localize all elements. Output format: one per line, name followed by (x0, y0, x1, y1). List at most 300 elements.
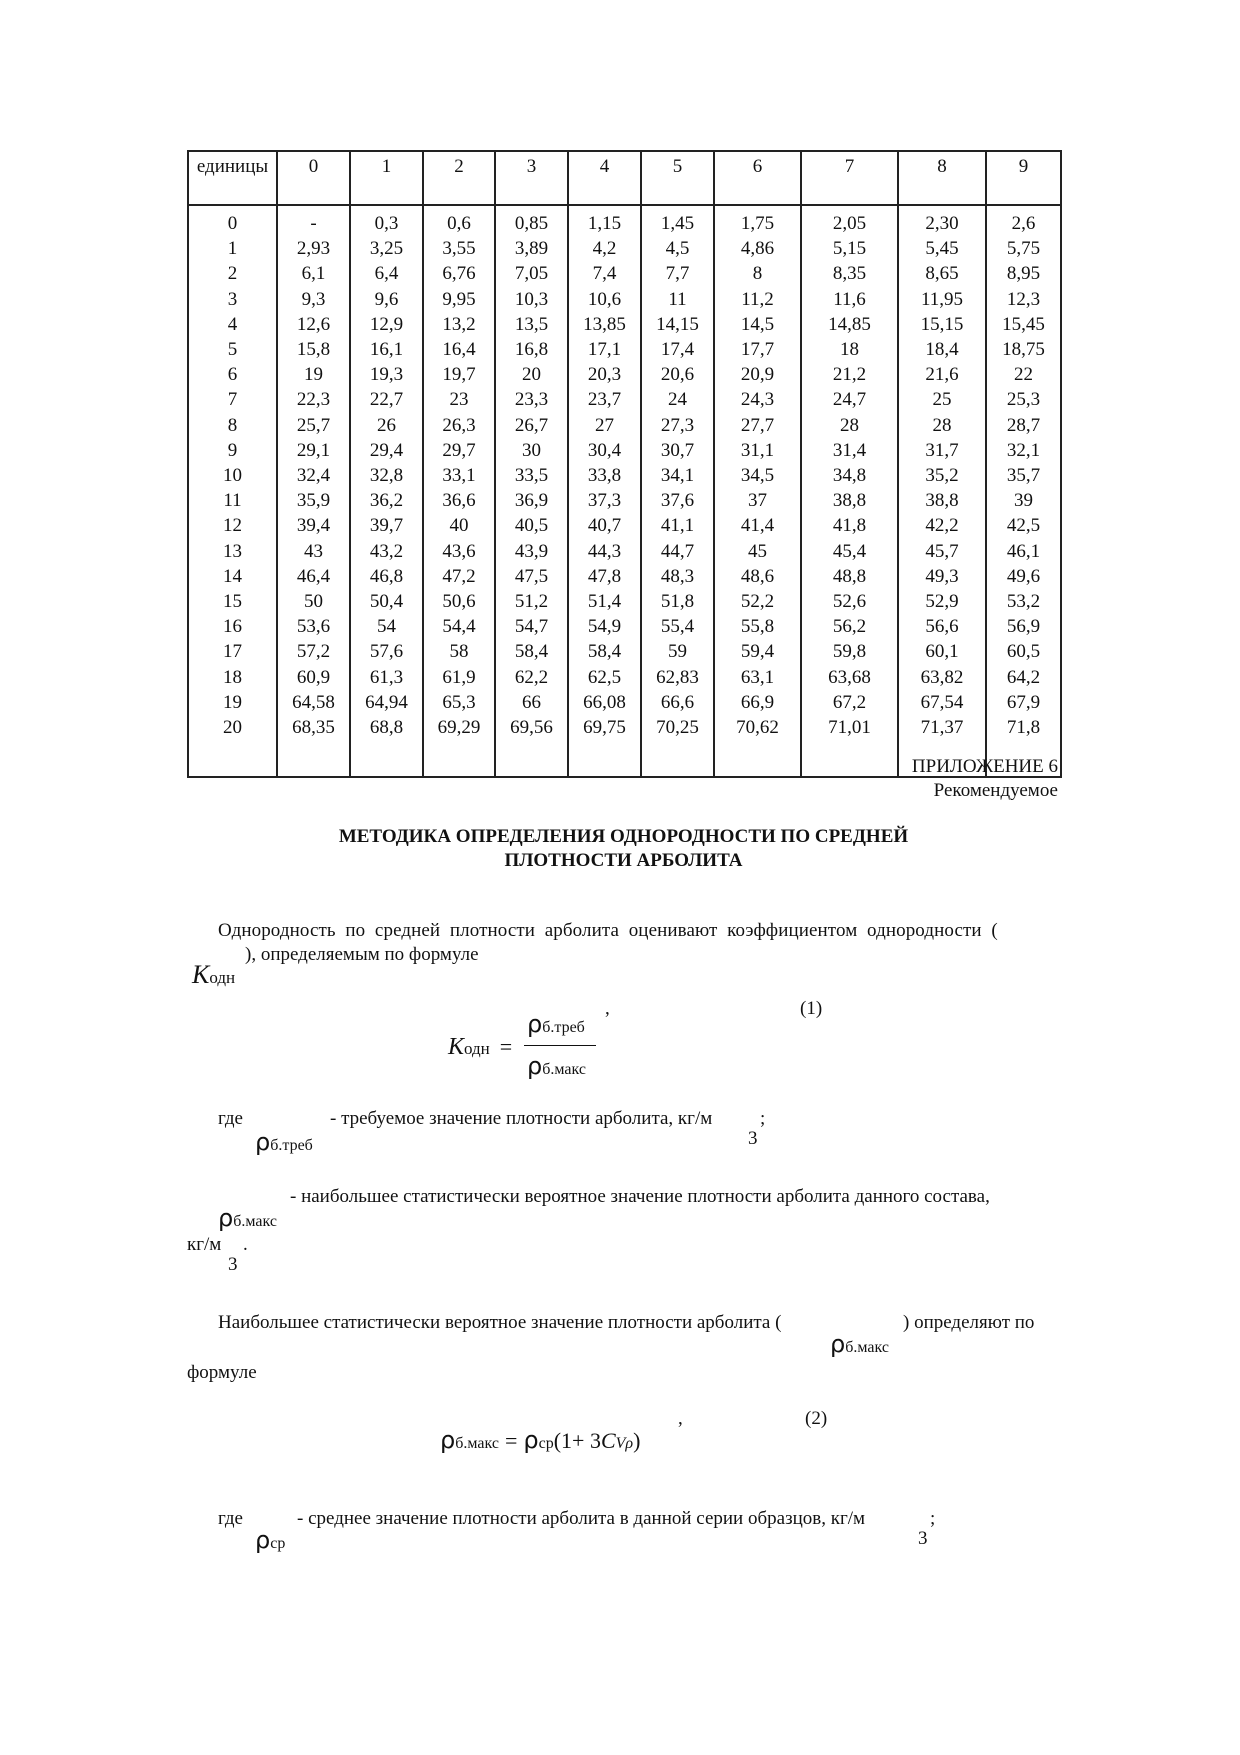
table-cell: 35,9 (277, 487, 350, 512)
table-cell: 30 (495, 437, 568, 462)
table-cell: 6,1 (277, 260, 350, 285)
table-cell: 44,7 (641, 538, 714, 563)
table-cell: 26 (350, 412, 423, 437)
table-cell: 59,8 (801, 638, 898, 663)
table-cell: 52,2 (714, 588, 801, 613)
table-cell: 59,4 (714, 638, 801, 663)
table-cell: 70,62 (714, 714, 801, 777)
table-cell: 66 (495, 689, 568, 714)
table-cell: 45 (714, 538, 801, 563)
table-cell: 69,56 (495, 714, 568, 777)
table-cell: 8,95 (986, 260, 1061, 285)
paragraph-1-line-1: Однородность по средней плотности арболита оценивают коэффициентом однородности ( (218, 920, 998, 941)
table-cell: 36,9 (495, 487, 568, 512)
table-cell: 2,30 (898, 205, 986, 235)
table-cell: 63,82 (898, 664, 986, 689)
table-cell: 7,7 (641, 260, 714, 285)
row-label: 20 (188, 714, 277, 777)
row-label: 2 (188, 260, 277, 285)
table-cell: 5,75 (986, 235, 1061, 260)
table-cell: 60,9 (277, 664, 350, 689)
table-cell: 41,8 (801, 512, 898, 537)
table-cell: 12,6 (277, 311, 350, 336)
appendix-status: Рекомендуемое (933, 780, 1058, 801)
table-cell: 71,37 (898, 714, 986, 777)
table-cell: 39,7 (350, 512, 423, 537)
table-cell: 61,3 (350, 664, 423, 689)
column-header: 9 (986, 151, 1061, 205)
table-cell: 1,75 (714, 205, 801, 235)
table-cell: 56,6 (898, 613, 986, 638)
table-row (188, 437, 1061, 462)
table-cell: 23 (423, 386, 495, 411)
def-3-exponent: 3 (918, 1528, 928, 1549)
def-3-where: где (218, 1508, 243, 1529)
row-label: 1 (188, 235, 277, 260)
table-cell: 31,7 (898, 437, 986, 462)
density-table (187, 150, 1062, 778)
table-cell: 35,7 (986, 462, 1061, 487)
table-cell: 37 (714, 487, 801, 512)
table-cell: 57,2 (277, 638, 350, 663)
table-cell: 67,9 (986, 689, 1061, 714)
table-cell: 9,6 (350, 286, 423, 311)
paragraph-2-line-2: формуле (187, 1362, 257, 1383)
table-cell: 11 (641, 286, 714, 311)
table-cell: 66,6 (641, 689, 714, 714)
row-label: 15 (188, 588, 277, 613)
table-row (188, 260, 1061, 285)
row-label: 11 (188, 487, 277, 512)
table-cell: 51,4 (568, 588, 641, 613)
table-cell: 43,9 (495, 538, 568, 563)
table-cell: 64,58 (277, 689, 350, 714)
table-row (188, 538, 1061, 563)
table-cell: 16,4 (423, 336, 495, 361)
table-cell: 18 (801, 336, 898, 361)
table-cell: 43,2 (350, 538, 423, 563)
table-cell: 34,5 (714, 462, 801, 487)
table-cell: 5,45 (898, 235, 986, 260)
table-cell: 20,6 (641, 361, 714, 386)
table-cell: 13,85 (568, 311, 641, 336)
table-cell: 48,6 (714, 563, 801, 588)
table-cell: 52,6 (801, 588, 898, 613)
table-cell: 68,35 (277, 714, 350, 777)
def-3-symbol: ρср (255, 1526, 286, 1554)
table-cell: 17,4 (641, 336, 714, 361)
table-cell: 4,2 (568, 235, 641, 260)
table-cell: 62,5 (568, 664, 641, 689)
table-row (188, 336, 1061, 361)
formula-1-lhs: Kодн = (448, 1034, 513, 1060)
table-cell: 24 (641, 386, 714, 411)
def-3-semicolon: ; (930, 1508, 936, 1529)
def-2-symbol: ρб.макс (218, 1204, 277, 1232)
table-cell: 38,8 (898, 487, 986, 512)
row-label: 14 (188, 563, 277, 588)
table-cell: 24,3 (714, 386, 801, 411)
table-row (188, 512, 1061, 537)
table-row (188, 462, 1061, 487)
table-cell: 58 (423, 638, 495, 663)
table-cell: 36,6 (423, 487, 495, 512)
row-label: 5 (188, 336, 277, 361)
table-cell: 32,8 (350, 462, 423, 487)
table-cell: 1,15 (568, 205, 641, 235)
table-cell: 61,9 (423, 664, 495, 689)
row-label: 4 (188, 311, 277, 336)
def-1-symbol: ρб.треб (255, 1128, 313, 1156)
table-cell: 70,25 (641, 714, 714, 777)
column-header: 7 (801, 151, 898, 205)
table-cell: 43 (277, 538, 350, 563)
table-row (188, 613, 1061, 638)
table-cell: 54,4 (423, 613, 495, 638)
table-cell: 8 (714, 260, 801, 285)
def-2-exponent: 3 (228, 1254, 238, 1275)
formula-1-number: (1) (800, 998, 823, 1019)
table-cell: 28,7 (986, 412, 1061, 437)
table-cell: 27,7 (714, 412, 801, 437)
formula-1-numerator: ρб.треб (527, 1010, 585, 1038)
table-cell: 54 (350, 613, 423, 638)
row-label: 0 (188, 205, 277, 235)
column-header: 6 (714, 151, 801, 205)
table-cell: 37,6 (641, 487, 714, 512)
table-cell: 4,5 (641, 235, 714, 260)
row-label: 18 (188, 664, 277, 689)
table-cell: 7,05 (495, 260, 568, 285)
table-row (188, 386, 1061, 411)
table-cell: 54,7 (495, 613, 568, 638)
table-cell: 49,6 (986, 563, 1061, 588)
table-cell: 57,6 (350, 638, 423, 663)
table-cell: 59 (641, 638, 714, 663)
table-cell: 25,3 (986, 386, 1061, 411)
table-cell: 16,8 (495, 336, 568, 361)
table-cell: 19,3 (350, 361, 423, 386)
table-cell: 52,9 (898, 588, 986, 613)
def-2-period: . (243, 1234, 248, 1255)
table-cell: 66,9 (714, 689, 801, 714)
paragraph-2-line-1b: ) определяют по (903, 1312, 1035, 1333)
table-cell: 2,6 (986, 205, 1061, 235)
table-cell: 29,4 (350, 437, 423, 462)
paragraph-1-line-2: ), определяемым по формуле (245, 944, 479, 965)
table-cell: 6,4 (350, 260, 423, 285)
def-1-exponent: 3 (748, 1128, 758, 1149)
appendix-label: ПРИЛОЖЕНИЕ 6 (911, 756, 1058, 777)
table-cell: 22,7 (350, 386, 423, 411)
formula-1-comma: , (605, 998, 610, 1019)
table-cell: 20,9 (714, 361, 801, 386)
table-cell: 69,29 (423, 714, 495, 777)
row-label: 6 (188, 361, 277, 386)
table-cell: 34,1 (641, 462, 714, 487)
table-cell: 47,5 (495, 563, 568, 588)
table-cell: 36,2 (350, 487, 423, 512)
table-row (188, 205, 1061, 235)
table-cell: 12,3 (986, 286, 1061, 311)
table-cell: 64,2 (986, 664, 1061, 689)
table-cell: 28 (801, 412, 898, 437)
table-row (188, 588, 1061, 613)
def-1-semicolon: ; (760, 1108, 766, 1129)
table-row (188, 235, 1061, 260)
table-cell: 62,2 (495, 664, 568, 689)
table-cell: 43,6 (423, 538, 495, 563)
table-cell: 30,7 (641, 437, 714, 462)
table-cell: 29,1 (277, 437, 350, 462)
table-cell: 50,4 (350, 588, 423, 613)
def-1-where: где (218, 1108, 243, 1129)
table-cell: 41,1 (641, 512, 714, 537)
table-cell: 63,1 (714, 664, 801, 689)
table-cell: 56,2 (801, 613, 898, 638)
table-cell: 41,4 (714, 512, 801, 537)
def-3-text: - среднее значение плотности арболита в данной серии образцов, кг/м (297, 1508, 866, 1529)
table-cell: 50,6 (423, 588, 495, 613)
column-header: 8 (898, 151, 986, 205)
table-cell: 31,1 (714, 437, 801, 462)
table-cell: 8,35 (801, 260, 898, 285)
table-cell: 19,7 (423, 361, 495, 386)
table-cell: 0,3 (350, 205, 423, 235)
table-cell: 47,8 (568, 563, 641, 588)
table-cell: 1,45 (641, 205, 714, 235)
table-cell: 47,2 (423, 563, 495, 588)
table-cell: 4,86 (714, 235, 801, 260)
table-cell: 48,3 (641, 563, 714, 588)
symbol-k-odn: Kодн (192, 960, 236, 989)
row-label: 8 (188, 412, 277, 437)
formula-2-number: (2) (805, 1408, 828, 1429)
def-2-text: - наибольшее статистически вероятное значение плотности арболита данного состава, (290, 1186, 990, 1207)
table-cell: 53,2 (986, 588, 1061, 613)
table-cell: 7,4 (568, 260, 641, 285)
row-label: 9 (188, 437, 277, 462)
table-cell: 69,75 (568, 714, 641, 777)
table-cell: 16,1 (350, 336, 423, 361)
table-cell: 24,7 (801, 386, 898, 411)
column-header: 5 (641, 151, 714, 205)
formula-2-expression: ρб.макс = ρср(1+ 3CVρ) (440, 1426, 641, 1454)
table-row (188, 286, 1061, 311)
paragraph-2-symbol: ρб.макс (830, 1330, 889, 1358)
table-cell: 26,7 (495, 412, 568, 437)
row-label: 19 (188, 689, 277, 714)
table-cell: 22 (986, 361, 1061, 386)
table-cell: 23,7 (568, 386, 641, 411)
table-cell: 27,3 (641, 412, 714, 437)
table-cell: 2,93 (277, 235, 350, 260)
table-cell: 42,2 (898, 512, 986, 537)
column-header: 1 (350, 151, 423, 205)
table-cell: 20 (495, 361, 568, 386)
page-title-line-2: ПЛОТНОСТИ АРБОЛИТА (504, 850, 743, 871)
table-cell: 32,1 (986, 437, 1061, 462)
table-cell: 66,08 (568, 689, 641, 714)
table-cell: 20,3 (568, 361, 641, 386)
table-cell: 55,4 (641, 613, 714, 638)
column-header: 4 (568, 151, 641, 205)
table-cell: 3,89 (495, 235, 568, 260)
table-cell: 15,15 (898, 311, 986, 336)
def-2-unit: кг/м (187, 1234, 222, 1255)
row-label: 12 (188, 512, 277, 537)
column-header: 2 (423, 151, 495, 205)
table-cell: 63,68 (801, 664, 898, 689)
table-cell: 65,3 (423, 689, 495, 714)
table-cell: 48,8 (801, 563, 898, 588)
table-cell: 25 (898, 386, 986, 411)
table-cell: 42,5 (986, 512, 1061, 537)
table-cell: 5,15 (801, 235, 898, 260)
table-cell: 71,01 (801, 714, 898, 777)
table-cell: 28 (898, 412, 986, 437)
paragraph-2-line-1a: Наибольшее статистически вероятное значение плотности арболита ( (218, 1312, 782, 1333)
table-cell: 35,2 (898, 462, 986, 487)
table-cell: 34,8 (801, 462, 898, 487)
table-cell: 27 (568, 412, 641, 437)
table-cell: 9,3 (277, 286, 350, 311)
table-cell: 26,3 (423, 412, 495, 437)
table-cell: 15,45 (986, 311, 1061, 336)
table-cell: 60,1 (898, 638, 986, 663)
table-cell: 33,5 (495, 462, 568, 487)
table-cell: 40,5 (495, 512, 568, 537)
table-cell: 46,4 (277, 563, 350, 588)
table-cell: 53,6 (277, 613, 350, 638)
row-label: 16 (188, 613, 277, 638)
table-cell: 67,54 (898, 689, 986, 714)
table-row (188, 361, 1061, 386)
table-cell: 46,8 (350, 563, 423, 588)
row-label: 3 (188, 286, 277, 311)
table-cell: 23,3 (495, 386, 568, 411)
table-cell: 45,7 (898, 538, 986, 563)
table-cell: 51,2 (495, 588, 568, 613)
table-cell: 25,7 (277, 412, 350, 437)
table-cell: 44,3 (568, 538, 641, 563)
table-row (188, 689, 1061, 714)
table-cell: 14,85 (801, 311, 898, 336)
page-title-line-1: МЕТОДИКА ОПРЕДЕЛЕНИЯ ОДНОРОДНОСТИ ПО СРЕДНЕЙ (338, 826, 909, 847)
row-label: 13 (188, 538, 277, 563)
corner-header: единицы (188, 151, 277, 205)
table-header-row (188, 151, 1061, 205)
table-cell: 14,15 (641, 311, 714, 336)
table-cell: 29,7 (423, 437, 495, 462)
table-cell: 21,6 (898, 361, 986, 386)
table-cell: 46,1 (986, 538, 1061, 563)
table-cell: 67,2 (801, 689, 898, 714)
table-cell: 11,2 (714, 286, 801, 311)
table-cell: 71,8 (986, 714, 1061, 777)
formula-1-denominator: ρб.макс (527, 1052, 586, 1080)
table-row (188, 638, 1061, 663)
table-cell: 37,3 (568, 487, 641, 512)
table-cell: 33,8 (568, 462, 641, 487)
table-body (188, 205, 1061, 777)
formula-2-comma: , (678, 1408, 683, 1429)
table-cell: 13,2 (423, 311, 495, 336)
table-cell: 18,75 (986, 336, 1061, 361)
table-cell: 2,05 (801, 205, 898, 235)
table-cell: 8,65 (898, 260, 986, 285)
table-cell: 51,8 (641, 588, 714, 613)
table-cell: 10,6 (568, 286, 641, 311)
table-cell: 19 (277, 361, 350, 386)
table-cell: 40 (423, 512, 495, 537)
table-cell: 64,94 (350, 689, 423, 714)
fraction-bar (524, 1045, 596, 1046)
table-cell: 68,8 (350, 714, 423, 777)
table-row (188, 563, 1061, 588)
table-cell: 49,3 (898, 563, 986, 588)
table-cell: 12,9 (350, 311, 423, 336)
table-cell: 40,7 (568, 512, 641, 537)
row-label: 10 (188, 462, 277, 487)
table-cell: 39 (986, 487, 1061, 512)
table-cell: 54,9 (568, 613, 641, 638)
table-cell: 18,4 (898, 336, 986, 361)
table-cell: 15,8 (277, 336, 350, 361)
table-cell: 62,83 (641, 664, 714, 689)
table-cell: 56,9 (986, 613, 1061, 638)
table-cell: 22,3 (277, 386, 350, 411)
table-cell: 33,1 (423, 462, 495, 487)
row-label: 17 (188, 638, 277, 663)
table-cell: 3,25 (350, 235, 423, 260)
table-cell: 10,3 (495, 286, 568, 311)
table-cell: 58,4 (568, 638, 641, 663)
table-cell: 14,5 (714, 311, 801, 336)
table-cell: 11,6 (801, 286, 898, 311)
table-row (188, 664, 1061, 689)
table-cell: 55,8 (714, 613, 801, 638)
table-row (188, 487, 1061, 512)
table-cell: 60,5 (986, 638, 1061, 663)
column-header: 3 (495, 151, 568, 205)
row-label: 7 (188, 386, 277, 411)
table-cell: 0,85 (495, 205, 568, 235)
table-cell: 13,5 (495, 311, 568, 336)
table-cell: 3,55 (423, 235, 495, 260)
table-cell: 6,76 (423, 260, 495, 285)
table-cell: 58,4 (495, 638, 568, 663)
table-cell: 50 (277, 588, 350, 613)
table-row (188, 311, 1061, 336)
table-cell: 31,4 (801, 437, 898, 462)
table-row (188, 412, 1061, 437)
def-1-text: - требуемое значение плотности арболита, кг/м (330, 1108, 713, 1129)
table-cell: 17,7 (714, 336, 801, 361)
table-cell: 0,6 (423, 205, 495, 235)
column-header: 0 (277, 151, 350, 205)
table-cell: 39,4 (277, 512, 350, 537)
table-cell: 38,8 (801, 487, 898, 512)
table-cell: 11,95 (898, 286, 986, 311)
table-cell: 32,4 (277, 462, 350, 487)
table-cell: 21,2 (801, 361, 898, 386)
table-cell: 45,4 (801, 538, 898, 563)
table-cell: - (277, 205, 350, 235)
table-cell: 30,4 (568, 437, 641, 462)
table-cell: 9,95 (423, 286, 495, 311)
table-cell: 17,1 (568, 336, 641, 361)
